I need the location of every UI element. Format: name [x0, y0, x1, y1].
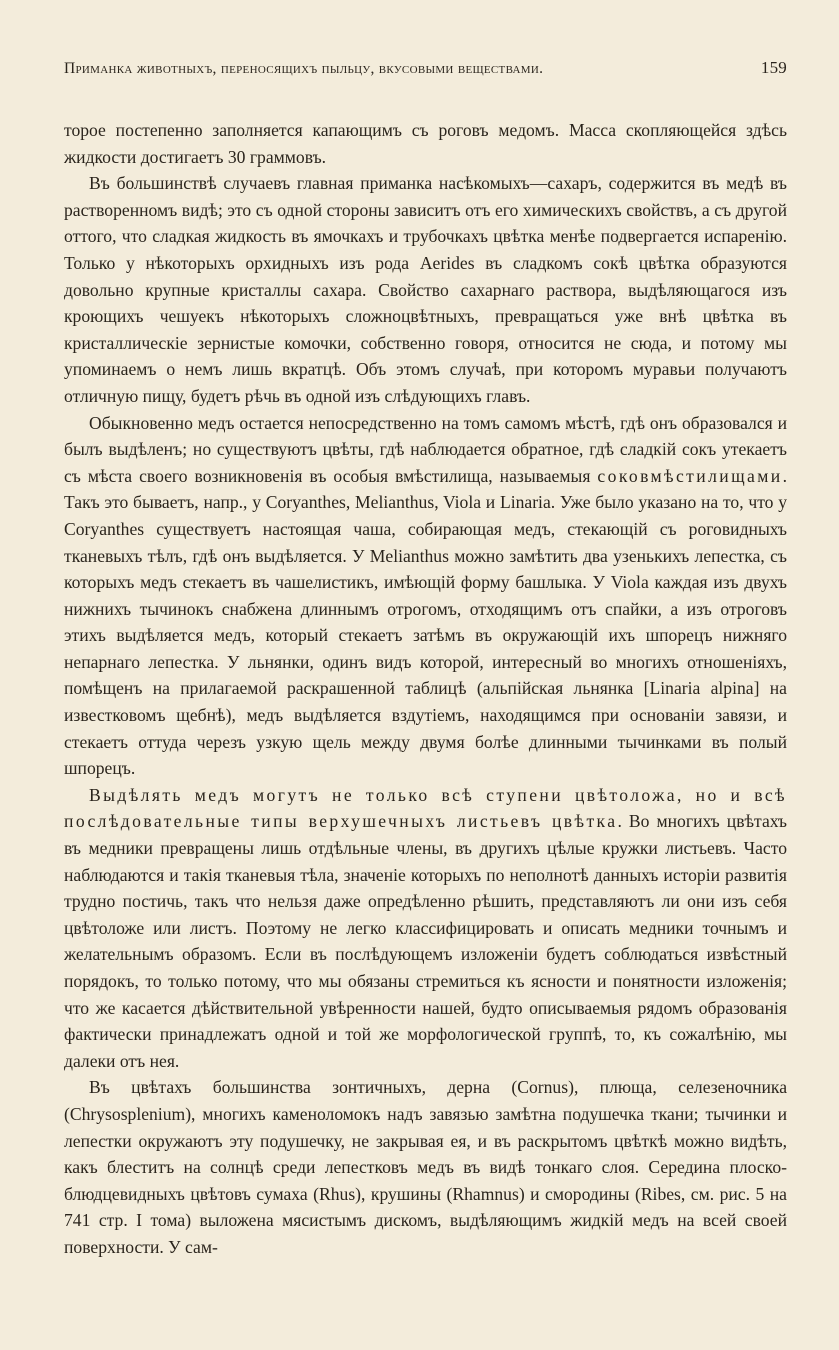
paragraph-text: . Такъ это бываетъ, напр., у Coryanthes, Melianthus, Viola и Linaria. Уже было указано на то, что у Coryanthes существуетъ настоящая чаша, собирающая медъ, стекающій съ роговидныхъ тканевыхъ тѣлъ, гдѣ онъ выдѣляется. У Melianthus можно замѣтить два узенькихъ лепестка, съ которыхъ медъ стекаетъ въ чашелистикъ, имѣющій форму башлыка. У Viola каждая изъ двухъ нижнихъ тычинокъ снабжена длиннымъ отрогомъ, отходящимъ отъ спайки, а изъ отроговъ этихъ выдѣляется медъ, который стекаетъ затѣмъ въ окружающій ихъ шпорецъ нижняго непарнаго лепестка. У льнянки, одинъ видъ которой, интересный во многихъ отношеніяхъ, помѣщенъ на прилагаемой раскрашенной таблицѣ (альпійская льнянка [Linaria alpina] на известковомъ щебнѣ), медъ выдѣляется вздутіемъ, находящимся при основаніи завязи, и стекаетъ оттуда черезъ узкую щель между двумя болѣе длинными тычинками въ полый шпорецъ. [64, 465, 787, 779]
page-number: 159 [760, 58, 787, 77]
paragraph [64, 410, 787, 782]
paragraph-text: Въ цвѣтахъ большинства зонтичныхъ, дерна (Cornus), плюща, селезеночника (Chrysosplenium), многихъ каменоломокъ надъ завязью замѣтна подушечка ткани; тычинки и лепестки окружаютъ эту подушечку, не закрывая ея, и въ раскрытомъ цвѣткѣ можно видѣть, какъ блеститъ на солнцѣ среди лепестковъ медъ въ видѣ тонкаго слоя. Середина плоско-блюдцевидныхъ цвѣтовъ сумаха (Rhus), крушины (Rhamnus) и смородины (Ribes, см. рис. 5 на 741 стр. I тома) выложена мясистымъ дискомъ, выдѣляющимъ жидкій медъ на всей своей поверхности. У сам- [64, 1077, 787, 1257]
paragraph [64, 117, 787, 170]
paragraph-text: . Во многихъ цвѣтахъ въ медники превращены лишь отдѣльные члены, въ другихъ цѣлые кружки листьевъ. Часто наблюдаются и такія тканевыя тѣла, значеніе которыхъ по неполнотѣ данныхъ исторіи развитія трудно постичь, такъ что нельзя даже опредѣленно рѣшить, представляютъ ли они изъ себя цвѣтоложе или листъ. Поэтому не легко классифицировать и описать медники точнымъ и желательнымъ образомъ. Если въ послѣдующемъ изложеніи будетъ соблюдаться извѣстный порядокъ, то только потому, что мы обязаны стремиться къ ясности и понятности изложенія; что же касается дѣйствительной увѣренности нашей, будто описываемыя рядомъ образованія фактически принадлежатъ одной и той же морфологической группѣ, то, къ сожалѣнію, мы далеки отъ нея. [64, 811, 787, 1071]
paragraph-text: торое постепенно заполняется капающимъ съ роговъ медомъ. Масса скопляющейся здѣсь жидкости достигаетъ 30 граммовъ. [64, 120, 787, 167]
spaced-emphasis-text: Выдѣлять медъ могутъ не только всѣ ступени цвѣтоложа, но и всѣ послѣдовательные типы верхушечныхъ листьевъ цвѣтка [64, 784, 787, 832]
paragraph [64, 1074, 787, 1260]
paragraph [64, 170, 787, 409]
body-text [64, 117, 787, 1261]
paragraph-text: Обыкновенно медъ остается непосредственно на томъ самомъ мѣстѣ, гдѣ онъ образовался и былъ выдѣленъ; но существуютъ цвѣты, гдѣ наблюдается обратное, гдѣ сладкій сокъ утекаетъ съ мѣста своего возникновенія въ особыя вмѣстилища, называемыя [64, 412, 787, 486]
running-head-title: Приманка животныхъ, переносящихъ пыльцу, вкусовыми веществами. [64, 60, 544, 77]
paragraph [64, 782, 787, 1075]
paragraph-text: Въ большинствѣ случаевъ главная приманка насѣкомыхъ—сахаръ, содержится въ медѣ въ растворенномъ видѣ; это съ одной стороны зависитъ отъ его химическихъ свойствъ, а съ другой оттого, что сладкая жидкость въ ямочкахъ и трубочкахъ цвѣтка менѣе подвергается испаренію. Только у нѣкоторыхъ орхидныхъ изъ рода Aerides въ сладкомъ сокѣ цвѣтка образуются довольно крупные кристаллы сахара. Свойство сахарнаго раствора, выдѣляющагося изъ кроющихъ чешуекъ нѣкоторыхъ сложноцвѣтныхъ, превращаться уже внѣ цвѣтка въ кристаллическіе зернистые комочки, собственно говоря, относится не сюда, и потому мы упоминаемъ о немъ лишь вкратцѣ. Объ этомъ случаѣ, при которомъ муравьи получаютъ отличную пищу, будетъ рѣчь въ одной изъ слѣдующихъ главъ. [64, 173, 787, 406]
running-head [64, 58, 787, 86]
spaced-emphasis-text: соковмѣстилищами [597, 465, 783, 486]
